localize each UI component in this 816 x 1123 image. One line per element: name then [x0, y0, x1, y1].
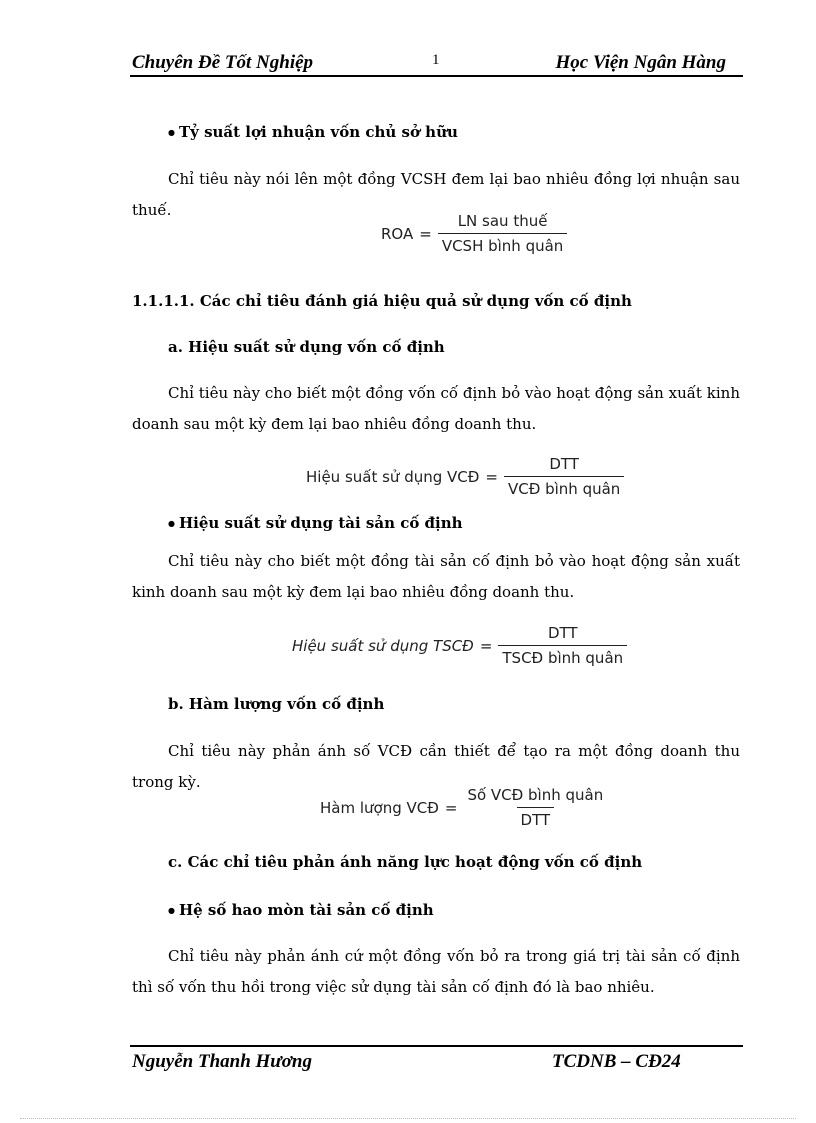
paragraph-roe: Chỉ tiêu này nói lên một đồng VCSH đem lại bao nhiêu đồng lợi nhuận sau thuế. — [132, 170, 740, 219]
formula-tscd-efficiency — [292, 624, 627, 667]
formula-tscd-efficiency-denominator: TSCĐ bình quân — [498, 645, 627, 667]
formula-vcd-content-lhs: Hàm lượng VCĐ — [320, 798, 439, 817]
bullet-heading-fixed-asset-efficiency-text: Hiệu suất sử dụng tài sản cố định — [178, 514, 463, 532]
bullet-heading-depreciation — [168, 895, 434, 928]
bullet-heading-roe — [168, 117, 458, 150]
subheading-b: b. Hàm lượng vốn cố định — [168, 695, 385, 713]
page-bottom-dotted-border — [20, 1118, 796, 1119]
formula-roa-equals: = — [419, 224, 432, 243]
footer-rule — [130, 1045, 743, 1047]
formula-tscd-efficiency-equals: = — [479, 636, 493, 655]
formula-vcd-efficiency-fraction — [504, 455, 624, 498]
bullet-heading-depreciation-text: Hệ số hao mòn tài sản cố định — [178, 901, 434, 919]
page-number: 1 — [432, 52, 440, 68]
section-heading: 1.1.1.1. Các chỉ tiêu đánh giá hiệu quả sử dụng vốn cố định — [132, 292, 632, 310]
paragraph-fixed-capital-efficiency: Chỉ tiêu này cho biết một đồng vốn cố định bỏ vào hoạt động sản xuất kinh doanh sau một kỳ đem lại bao nhiêu đồng doanh thu. — [132, 384, 740, 433]
footer-author: Nguyễn Thanh Hương — [132, 1051, 312, 1072]
formula-roa-numerator: LN sau thuế — [457, 212, 548, 230]
formula-vcd-efficiency-lhs: Hiệu suất sử dụng VCĐ — [306, 467, 480, 486]
formula-vcd-efficiency-numerator: DTT — [549, 455, 579, 473]
formula-vcd-efficiency-denominator: VCĐ bình quân — [504, 476, 624, 498]
formula-vcd-content-denominator: DTT — [517, 807, 555, 829]
formula-vcd-content-equals: = — [444, 798, 458, 817]
subheading-a: a. Hiệu suất sử dụng vốn cố định — [168, 338, 445, 356]
formula-vcd-content-fraction — [463, 786, 607, 829]
bullet-heading-fixed-asset-efficiency — [168, 508, 463, 541]
formula-tscd-efficiency-fraction — [498, 624, 627, 667]
header-title-left: Chuyên Đề Tốt Nghiệp — [132, 52, 314, 73]
formula-tscd-efficiency-numerator: DTT — [547, 624, 578, 642]
header-rule — [130, 75, 743, 77]
header-title-right: Học Viện Ngân Hàng — [555, 52, 726, 73]
formula-tscd-efficiency-lhs: Hiệu suất sử dụng TSCĐ — [292, 636, 474, 655]
formula-vcd-content — [320, 786, 607, 829]
formula-vcd-efficiency-equals: = — [485, 467, 498, 486]
paragraph-fixed-asset-efficiency: Chỉ tiêu này cho biết một đồng tài sản cố định bỏ vào hoạt động sản xuất kinh doanh sau một kỳ đem lại bao nhiêu đồng doanh thu. — [132, 552, 740, 601]
formula-vcd-content-numerator: Số VCĐ bình quân — [467, 786, 604, 804]
paragraph-fixed-capital-content: Chỉ tiêu này phản ánh số VCĐ cần thiết để tạo ra một đồng doanh thu trong kỳ. — [132, 742, 740, 791]
subheading-c: c. Các chỉ tiêu phản ánh năng lực hoạt động vốn cố định — [168, 853, 643, 871]
bullet-heading-roe-text: Tỷ suất lợi nhuận vốn chủ sở hữu — [178, 123, 458, 141]
formula-vcd-efficiency — [306, 455, 624, 498]
formula-roa — [381, 212, 567, 255]
formula-roa-denominator: VCSH bình quân — [438, 233, 568, 255]
formula-roa-fraction — [438, 212, 568, 255]
paragraph-depreciation: Chỉ tiêu này phản ánh cứ một đồng vốn bỏ ra trong giá trị tài sản cố định thì số vốn thu hồi trong việc sử dụng tài sản cố định đó là bao nhiêu. — [132, 947, 740, 996]
formula-roa-lhs: ROA — [381, 224, 414, 243]
footer-class: TCDNB – CĐ24 — [552, 1051, 681, 1072]
